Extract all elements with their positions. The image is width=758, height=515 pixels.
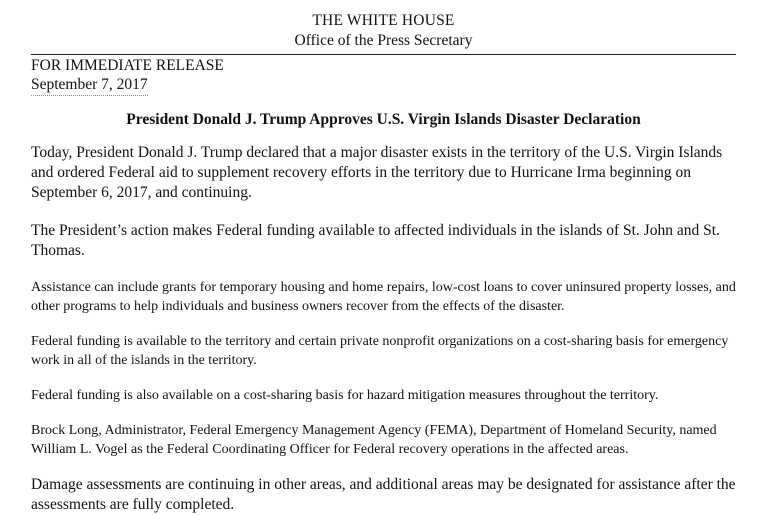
header-divider [31,54,736,55]
document-title: President Donald J. Trump Approves U.S. Virgin Islands Disaster Declaration [126,111,641,128]
body-paragraph: Federal funding is available to the territory and certain private nonprofit organizations on a cost-sharing basis for emergency work in all of the islands in the territory. [31,334,729,368]
body-paragraph: Today, President Donald J. Trump declared that a major disaster exists in the territory of the U.S. Virgin Islands and ordered Federal aid to supplement recovery efforts in the territory due to Hurricane Irma beginning on September 6, 2017, and continuing. [31,144,723,201]
body-paragraph: Brock Long, Administrator, Federal Emergency Management Agency (FEMA), Department of Homeland Security, named William L. Vogel as the Federal Coordinating Officer for Federal recovery operations in the affected areas. [31,423,717,457]
release-date: September 7, 2017 [31,75,148,96]
office-name: Office of the Press Secretary [294,32,473,49]
body-paragraph: Damage assessments are continuing in other areas, and additional areas may be designated for assistance after the assessments are fully completed. [31,476,736,513]
press-release-document [31,0,736,515]
release-label: FOR IMMEDIATE RELEASE [31,57,224,74]
body-paragraph: Federal funding is also available on a cost-sharing basis for hazard mitigation measures throughout the territory. [31,388,659,403]
document-header [31,10,736,50]
organization-name: THE WHITE HOUSE [312,12,455,29]
body-paragraph: The President’s action makes Federal funding available to affected individuals in the islands of St. John and St. Thomas. [31,222,720,259]
body-paragraph: Assistance can include grants for temporary housing and home repairs, low-cost loans to cover uninsured property losses, and other programs to help individuals and business owners recover from the effects of the disaster. [31,280,736,314]
